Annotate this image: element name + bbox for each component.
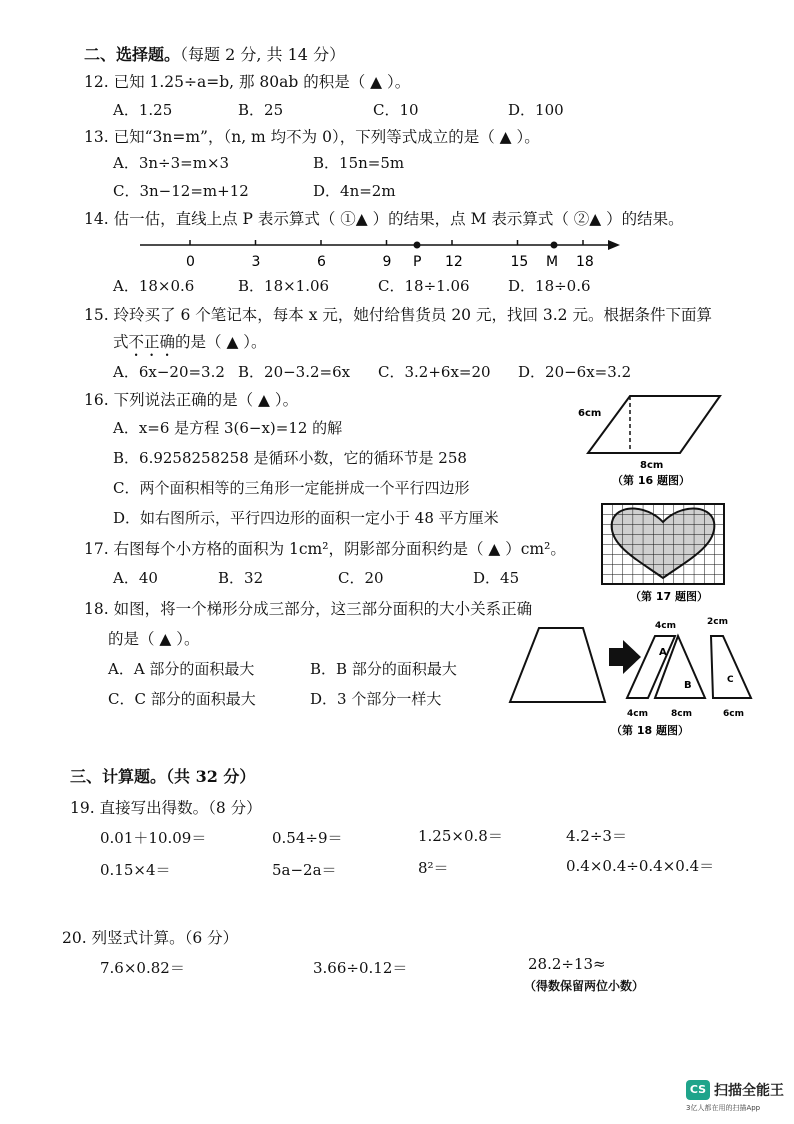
watermark-tagline: 3亿人都在用的扫描App bbox=[686, 1104, 761, 1112]
part-b-label: B bbox=[684, 680, 692, 691]
q12-option-c: C．10 bbox=[373, 101, 419, 119]
q20-item-3: 28.2÷13≈ bbox=[528, 955, 606, 973]
number-line-tick-label: 18 bbox=[576, 254, 594, 270]
q19-item-2: 0.54÷9＝ bbox=[272, 829, 343, 847]
number-line-tick-label: 3 bbox=[251, 254, 261, 270]
q19-item-1: 0.01＋10.09＝ bbox=[100, 829, 207, 847]
q16-parallelogram-figure bbox=[570, 388, 730, 493]
q15-option-d: D．20−6x=3.2 bbox=[518, 363, 632, 381]
section-2-score: （每题 2 分, 共 14 分） bbox=[180, 45, 346, 64]
number-line-tick-label: 6 bbox=[317, 254, 326, 270]
q12-option-b: B．25 bbox=[238, 101, 284, 119]
part-a-shape bbox=[627, 636, 675, 698]
part-a-top-dim: 4cm bbox=[655, 621, 676, 631]
number-line-tick-label: 15 bbox=[510, 254, 529, 270]
q17-option-b: B．32 bbox=[218, 569, 264, 587]
q20-item-2: 3.66÷0.12＝ bbox=[313, 959, 408, 977]
q18-option-d: D．3 个部分一样大 bbox=[310, 690, 442, 708]
section-3-title: 三、计算题。（共 32 分） bbox=[70, 767, 256, 786]
q17-stem: 17. 右图每个小方格的面积为 1cm²，阴影部分面积约是（ ▲ ）cm²。 bbox=[84, 540, 566, 558]
q13-option-a: A．3n÷3=m×3 bbox=[113, 154, 230, 172]
point-m-dot bbox=[551, 242, 558, 249]
q14-option-b: B．18×1.06 bbox=[238, 277, 330, 295]
q13-option-d: D．4n=2m bbox=[313, 182, 396, 200]
number-line-tick-label: 12 bbox=[445, 254, 463, 270]
point-m-label: M bbox=[546, 254, 559, 270]
q15-emphasis: 不正确 bbox=[128, 333, 176, 351]
q20-rounding-note: （得数保留两位小数） bbox=[524, 979, 645, 993]
part-c-shape bbox=[711, 636, 751, 698]
q20-item-1: 7.6×0.82＝ bbox=[100, 959, 185, 977]
q18-line-1: 18. 如图，将一个梯形分成三部分，这三部分面积的大小关系正确 bbox=[84, 600, 533, 618]
part-a-bottom-dim: 4cm bbox=[627, 709, 648, 719]
q17-option-c: C．20 bbox=[338, 569, 384, 587]
q16-stem: 16. 下列说法正确的是（ ▲ ）。 bbox=[84, 391, 299, 409]
q16-option-a: A．x=6 是方程 3(6−x)=12 的解 bbox=[113, 419, 343, 437]
q15-option-a: A．6x−20=3.2 bbox=[113, 363, 225, 381]
q18-option-a: A．A 部分的面积最大 bbox=[108, 660, 255, 678]
q19-item-5: 0.15×4＝ bbox=[100, 861, 171, 879]
q17-option-a: A．40 bbox=[113, 569, 158, 587]
arrow-right-icon bbox=[609, 640, 641, 674]
q14-number-line bbox=[130, 232, 630, 270]
q19-stem: 19. 直接写出得数。（8 分） bbox=[70, 799, 262, 817]
q12-option-d: D．100 bbox=[508, 101, 564, 119]
q14-stem: 14. 估一估，直线上点 P 表示算式（ ①▲ ）的结果，点 M 表示算式（ ②▲ ）的结果。 bbox=[84, 210, 684, 228]
watermark-app-name: 扫描全能王 bbox=[714, 1083, 784, 1099]
number-line-arrow-icon bbox=[608, 240, 620, 250]
trapezoid-shape bbox=[510, 628, 605, 702]
q13-option-b: B．15n=5m bbox=[313, 154, 405, 172]
q19-item-6: 5a−2a＝ bbox=[272, 861, 337, 879]
section-2-title: 二、选择题。（每题 2 分, 共 14 分） bbox=[84, 45, 346, 64]
part-c-top-dim: 2cm bbox=[707, 617, 728, 627]
q14-option-d: D．18÷0.6 bbox=[508, 277, 591, 295]
q19-item-7: 8²＝ bbox=[418, 859, 449, 877]
q12-stem: 12. 已知 1.25÷a=b, 那 80ab 的积是（ ▲ ）。 bbox=[84, 73, 411, 91]
q15-line-2: 式不正确的是（ ▲ ）。 bbox=[113, 333, 267, 351]
q18-option-c: C．C 部分的面积最大 bbox=[108, 690, 256, 708]
parallelogram-shape bbox=[588, 396, 720, 453]
q17-caption: （第 17 题图） bbox=[630, 590, 708, 603]
q15-line-1: 15. 玲玲买了 6 个笔记本，每本 x 元，她付给售货员 20 元，找回 3.2 元。根据条件下面算 bbox=[84, 306, 712, 324]
number-line-tick-label: 0 bbox=[186, 254, 195, 270]
q15-option-b: B．20−3.2=6x bbox=[238, 363, 351, 381]
q19-item-8: 0.4×0.4÷0.4×0.4＝ bbox=[566, 857, 715, 875]
q14-option-a: A．18×0.6 bbox=[113, 277, 195, 295]
q16-height-label: 6cm bbox=[578, 408, 602, 419]
q14-option-c: C．18÷1.06 bbox=[378, 277, 470, 295]
q16-option-c: C．两个面积相等的三角形一定能拼成一个平行四边形 bbox=[113, 479, 470, 497]
q20-stem: 20. 列竖式计算。（6 分） bbox=[62, 929, 239, 947]
q18-caption: （第 18 题图） bbox=[611, 724, 689, 737]
part-c-bottom-dim: 6cm bbox=[723, 709, 744, 719]
q18-trapezoid-figure bbox=[505, 610, 775, 740]
q16-base-label: 8cm bbox=[640, 460, 664, 471]
q16-option-d: D．如右图所示，平行四边形的面积一定小于 48 平方厘米 bbox=[113, 509, 499, 527]
q15-option-c: C．3.2+6x=20 bbox=[378, 363, 491, 381]
part-b-bottom-dim: 8cm bbox=[671, 709, 692, 719]
q13-stem: 13. 已知“3n=m”，（n, m 均不为 0），下列等式成立的是（ ▲ ）。 bbox=[84, 128, 540, 146]
q18-line-2: 的是（ ▲ ）。 bbox=[108, 630, 200, 648]
scanner-logo-icon: CS bbox=[686, 1080, 710, 1100]
q16-caption: （第 16 题图） bbox=[612, 474, 690, 487]
q16-option-b: B．6.9258258258 是循环小数，它的循环节是 258 bbox=[113, 449, 467, 467]
q17-grid-heart-figure bbox=[598, 500, 738, 604]
q17-option-d: D．45 bbox=[473, 569, 520, 587]
q19-item-3: 1.25×0.8＝ bbox=[418, 827, 503, 845]
part-a-label: A bbox=[659, 647, 667, 658]
number-line-tick-label: 9 bbox=[382, 254, 392, 270]
part-c-label: C bbox=[727, 675, 734, 685]
grid-frame bbox=[602, 504, 724, 584]
q12-option-a: A．1.25 bbox=[113, 101, 173, 119]
q19-item-4: 4.2÷3＝ bbox=[566, 827, 627, 845]
q13-option-c: C．3n−12=m+12 bbox=[113, 182, 249, 200]
point-p-dot bbox=[414, 242, 421, 249]
point-p-label: P bbox=[413, 254, 422, 270]
q18-option-b: B．B 部分的面积最大 bbox=[310, 660, 457, 678]
